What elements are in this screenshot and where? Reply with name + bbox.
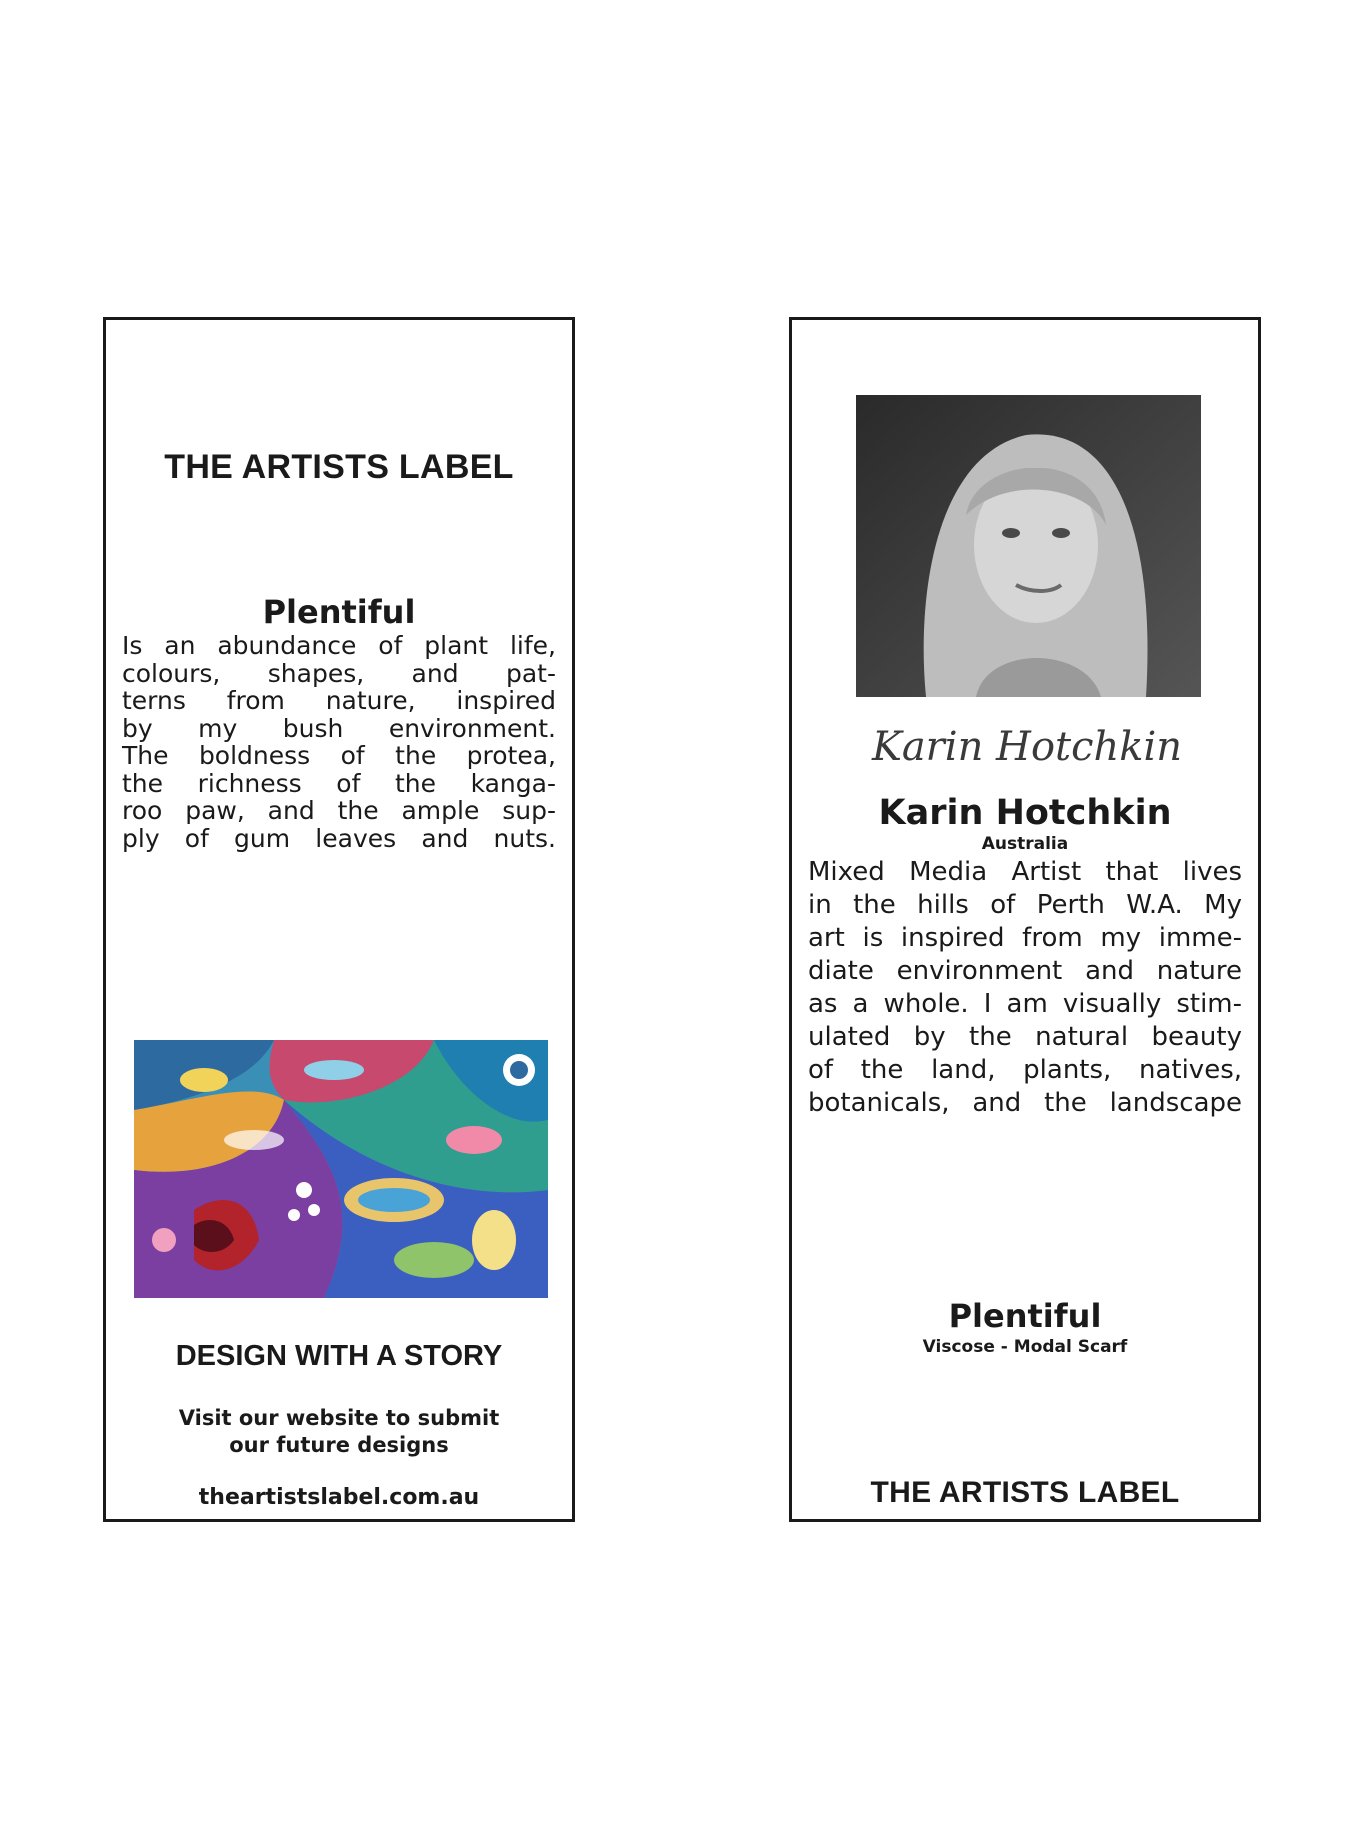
bio-line: ulated by the natural beauty: [808, 1022, 1242, 1052]
description-line: terns from nature, inspired: [122, 686, 556, 715]
description-line: ply of gum leaves and nuts.: [122, 823, 556, 853]
bio-line: as a whole. I am visually stim-: [808, 989, 1242, 1019]
artist-name: Karin Hotchkin: [878, 793, 1172, 833]
website-link[interactable]: theartistslabel.com.au: [198, 1485, 480, 1510]
bio-line: of the land, plants, natives,: [808, 1055, 1242, 1085]
artist-card: [789, 317, 1261, 1522]
artist-photo: [856, 395, 1201, 697]
artwork-image: [134, 1040, 548, 1298]
design-description: [122, 632, 556, 852]
visit-line: our future designs: [229, 1433, 449, 1457]
artist-country: Australia: [981, 834, 1069, 854]
signature-text: Karin Hotchkin: [871, 724, 1183, 770]
brand-footer: THE ARTISTS LABEL: [870, 1476, 1180, 1509]
description-line: the richness of the kanga-: [122, 768, 556, 798]
description-line: The boldness of the protea,: [122, 741, 556, 770]
description-line: colours, shapes, and pat-: [122, 658, 556, 688]
visit-line: Visit our website to submit: [178, 1406, 500, 1430]
design-title: Plentiful: [262, 593, 416, 631]
artist-bio: [808, 856, 1242, 1120]
design-title: Plentiful: [948, 1297, 1102, 1335]
bio-line: Mixed Media Artist that lives: [808, 857, 1242, 887]
bio-line: botanicals, and the landscape: [808, 1088, 1242, 1118]
bio-line: diate environment and nature: [808, 956, 1242, 986]
description-line: by my bush environment.: [122, 713, 556, 743]
design-card: [103, 317, 575, 1522]
artist-signature: [871, 700, 1183, 788]
bio-line: art is inspired from my imme-: [808, 923, 1242, 953]
product-material: Viscose - Modal Scarf: [922, 1337, 1128, 1357]
brand-title: THE ARTISTS LABEL: [164, 448, 514, 486]
description-line: Is an abundance of plant life,: [122, 631, 556, 660]
visit-text: [106, 1405, 572, 1459]
bio-line: in the hills of Perth W.A. My: [808, 890, 1242, 920]
tagline: DESIGN WITH A STORY: [175, 1340, 503, 1372]
description-line: roo paw, and the ample sup-: [122, 796, 556, 825]
